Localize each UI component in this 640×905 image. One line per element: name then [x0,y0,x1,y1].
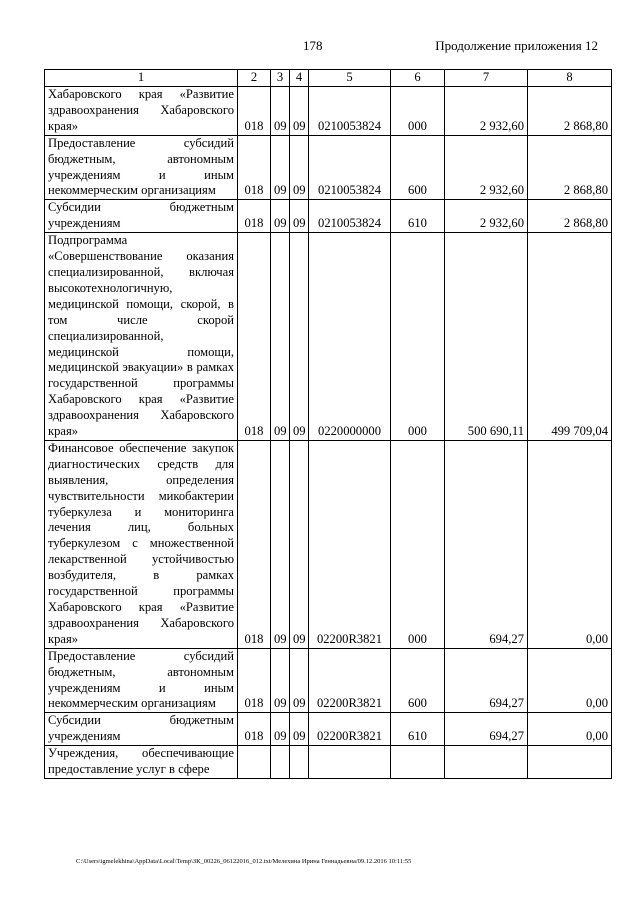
cell-expense-type: 610 [391,200,445,233]
cell-target-article: 02200R3821 [309,648,391,713]
cell-expense-type: 000 [391,87,445,136]
row-name: Учреждения, обеспечивающие предоставление услуг в сфере [45,746,238,779]
table-row [45,87,612,136]
cell-subsection: 09 [290,648,309,713]
table-row [45,135,612,200]
cell-ministry-code: 018 [238,440,271,648]
cell-section: 09 [271,233,290,441]
cell-amount-1: 694,27 [445,713,528,746]
cell-section: 09 [271,440,290,648]
cell-amount-2: 499 709,04 [528,233,612,441]
col-header-8: 8 [528,70,612,87]
cell-section: 09 [271,135,290,200]
row-name: Предоставление субсидий бюджетным, автономным учреждениям и иным некоммерческим организациям [45,648,238,713]
col-header-4: 4 [290,70,309,87]
row-name: Субсидии бюджетным учреждениям [45,713,238,746]
row-name: Подпрограмма «Совершенствование оказания специализированной, включая высокотехнологичную, медицинской помощи, скорой, в том числе скорой специализированной, медицинской помощи, медицинской эвакуации» в рамках государственной программы Хабаровского края «Развитие здравоохранения Хабаровского края» [45,233,238,441]
cell-target-article: 0210053824 [309,87,391,136]
cell-target-article: 0210053824 [309,135,391,200]
col-header-2: 2 [238,70,271,87]
cell-subsection: 09 [290,440,309,648]
cell-amount-2: 0,00 [528,648,612,713]
cell-amount-1: 694,27 [445,648,528,713]
cell-section: 09 [271,200,290,233]
row-name: Предоставление субсидий бюджетным, автономным учреждениям и иным некоммерческим организациям [45,135,238,200]
continuation-title: Продолжение приложения 12 [435,38,598,53]
cell-expense-type: 610 [391,713,445,746]
table-row [45,648,612,713]
cell-ministry-code: 018 [238,135,271,200]
cell-ministry-code [238,746,271,779]
cell-target-article: 02200R3821 [309,440,391,648]
cell-section: 09 [271,648,290,713]
cell-amount-1: 2 932,60 [445,200,528,233]
footer-file-path: C:\Users\igmelekhina\AppData\Local\Temp\ЗК_00226_06122016_012.txt/Мелехина Ирина Геннадьевна/09.12.2016 10:11:55 [76,858,412,865]
table-row [45,746,612,779]
cell-expense-type: 600 [391,135,445,200]
row-name: Финансовое обеспечение закупок диагностических средств для выявления, определения чувствительности микобактерии туберкулеза и мониторинга лечения лиц, больных туберкулезом с множественной лекарственной устойчивостью возбудителя, в рамках государственной программы Хабаровского края «Развитие здравоохранения Хабаровского края» [45,440,238,648]
cell-section: 09 [271,87,290,136]
cell-subsection: 09 [290,200,309,233]
cell-amount-2: 2 868,80 [528,87,612,136]
col-header-5: 5 [309,70,391,87]
cell-ministry-code: 018 [238,648,271,713]
cell-target-article: 02200R3821 [309,713,391,746]
cell-ministry-code: 018 [238,713,271,746]
cell-amount-1: 500 690,11 [445,233,528,441]
cell-expense-type: 600 [391,648,445,713]
cell-amount-2: 0,00 [528,713,612,746]
row-name: Хабаровского края «Развитие здравоохранения Хабаровского края» [45,87,238,136]
cell-amount-1: 2 932,60 [445,135,528,200]
table-row [45,200,612,233]
cell-ministry-code: 018 [238,233,271,441]
cell-target-article [309,746,391,779]
col-header-1: 1 [45,70,238,87]
cell-target-article: 0210053824 [309,200,391,233]
col-header-3: 3 [271,70,290,87]
cell-expense-type: 000 [391,233,445,441]
row-name: Субсидии бюджетным учреждениям [45,200,238,233]
page-number: 178 [303,38,323,53]
cell-amount-2 [528,746,612,779]
cell-expense-type [391,746,445,779]
table-row [45,440,612,648]
cell-section: 09 [271,713,290,746]
cell-subsection: 09 [290,713,309,746]
cell-amount-2: 2 868,80 [528,135,612,200]
cell-subsection: 09 [290,233,309,441]
cell-amount-1 [445,746,528,779]
cell-amount-1: 694,27 [445,440,528,648]
cell-ministry-code: 018 [238,87,271,136]
cell-expense-type: 000 [391,440,445,648]
table-row [45,233,612,441]
cell-amount-2: 0,00 [528,440,612,648]
budget-table [44,69,612,779]
cell-section [271,746,290,779]
cell-target-article: 0220000000 [309,233,391,441]
cell-subsection [290,746,309,779]
col-header-6: 6 [391,70,445,87]
cell-amount-1: 2 932,60 [445,87,528,136]
cell-subsection: 09 [290,135,309,200]
table-row [45,713,612,746]
cell-subsection: 09 [290,87,309,136]
header-row [45,70,612,87]
col-header-7: 7 [445,70,528,87]
cell-ministry-code: 018 [238,200,271,233]
cell-amount-2: 2 868,80 [528,200,612,233]
